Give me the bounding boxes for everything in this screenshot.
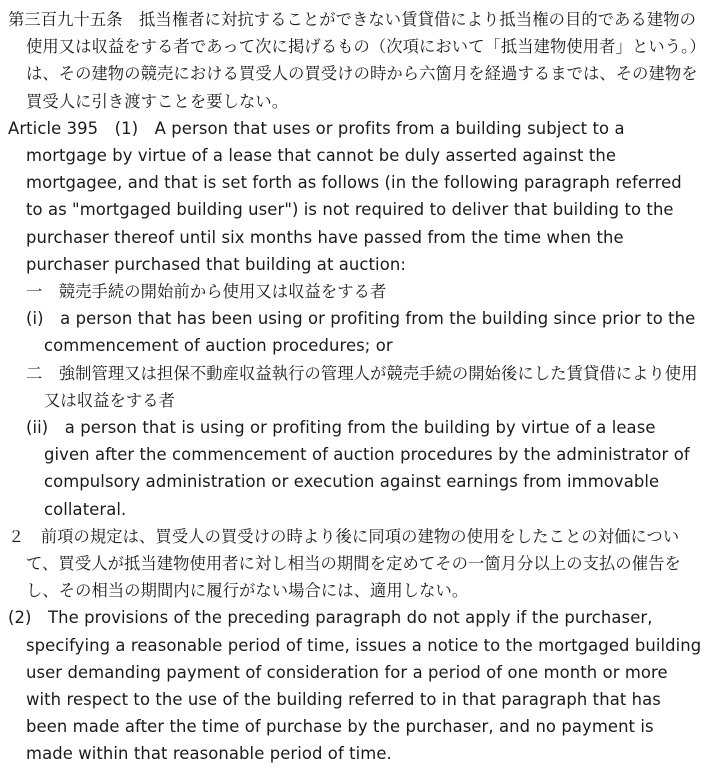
paragraph-2-ja: ２ 前項の規定は、買受人の買受けの時より後に同項の建物の使用をしたことの対価について、買受人が抵当建物使用者に対し相当の期間を定めてその一箇月分以上の支払の催告をし、その相当の期間内に履行がない場合には、適用しない。 — [8, 526, 681, 601]
item-2-ja: 二 強制管理又は担保不動産収益執行の管理人が競売手続の開始後にした賃貸借により使用又は収益をする者 — [26, 363, 698, 410]
item-2-en: (ii) a person that is using or profiting from the building by virtue of a lease given after the commencement of auction procedures by the administrator of compulsory administration or execution against earnings from immovable collateral. — [26, 418, 690, 519]
item-1-en: (i) a person that has been using or profiting from the building since prior to the commencement of auction procedures; or — [26, 309, 696, 356]
item-1-ja: 一 競売手続の開始前から使用又は収益をする者 — [26, 282, 387, 302]
paragraph-2-en: (2) The provisions of the preceding paragraph do not apply if the purchaser, specifying a reasonable period of time, issues a notice to the mortgaged building user demanding payment of consideration for a period of one month or more with respect to the use of the building referred to in that paragraph that has been made after the time of purchase by the purchaser, and no payment is made within that reasonable period of time. — [8, 608, 702, 764]
article-heading-ja: 第三百九十五条 抵当権者に対抗することができない賃貸借により抵当権の目的である建物の使用又は収益をする者であって次に掲げるもの（次項において「抵当建物使用者」という。）は、その建物の競売における買受人の買受けの時から六箇月を経過するまでは、その建物を買受人に引き渡すことを要しない。 — [8, 10, 698, 111]
article-heading-en: Article 395 (1) A person that uses or profits from a building subject to a mortgage by virtue of a lease that cannot be duly asserted against the mortgagee, and that is set forth as follows (in the following paragraph referred to as "mortgaged building user") is not required to deliver that building to the purchaser thereof until six months have passed from the time when the purchaser purchased that building at auction: — [8, 118, 682, 274]
